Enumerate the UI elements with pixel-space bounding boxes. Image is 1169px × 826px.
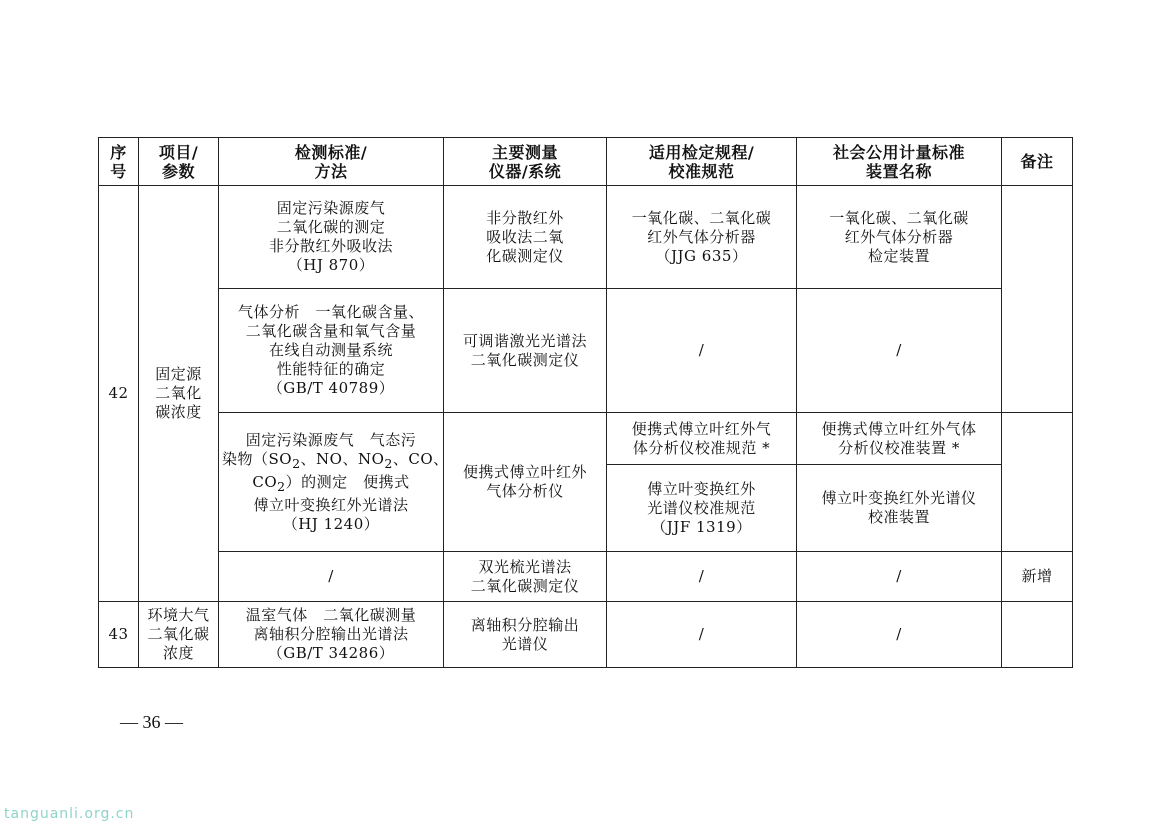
regulation-cell: / [607, 552, 797, 602]
table-row [99, 602, 1073, 668]
device-cell: / [797, 552, 1002, 602]
regulation-cell: 便携式傅立叶红外气 体分析仪校准规范 * [607, 413, 797, 465]
header-no: 序 号 [99, 138, 139, 186]
device-cell: 傅立叶变换红外光谱仪 校准装置 [797, 465, 1002, 552]
regulation-cell: / [607, 602, 797, 668]
instrument-cell: 离轴积分腔输出 光谱仪 [444, 602, 607, 668]
regulation-cell: / [607, 289, 797, 413]
standard-cell: 固定污染源废气 二氧化碳的测定 非分散红外吸收法 （HJ 870） [219, 186, 444, 289]
instrument-cell: 非分散红外 吸收法二氧 化碳测定仪 [444, 186, 607, 289]
table-row [99, 552, 1073, 602]
table-row [99, 289, 1073, 413]
device-cell: / [797, 602, 1002, 668]
standard-cell: 固定污染源废气 气态污 染物（$SO_2$、NO、$NO_2$、CO、 $CO_2$）的测定 便携式 傅立叶变换红外光谱法 （HJ 1240） [219, 413, 444, 552]
header-row [99, 138, 1073, 186]
header-standard: 检测标准/ 方法 [219, 138, 444, 186]
watermark: tanguanli.org.cn [4, 806, 135, 822]
regulation-cell: 一氧化碳、二氧化碳 红外气体分析器 （JJG 635） [607, 186, 797, 289]
remark-cell [1002, 186, 1073, 413]
row-number-43: 43 [99, 602, 139, 668]
instrument-cell: 双光梳光谱法 二氧化碳测定仪 [444, 552, 607, 602]
standards-table [98, 137, 1073, 668]
device-cell: / [797, 289, 1002, 413]
header-remark: 备注 [1002, 138, 1073, 186]
standard-cell: / [219, 552, 444, 602]
page-number: — 36 — [120, 712, 183, 732]
remark-cell [1002, 602, 1073, 668]
device-cell: 一氧化碳、二氧化碳 红外气体分析器 检定装置 [797, 186, 1002, 289]
header-device: 社会公用计量标准 装置名称 [797, 138, 1002, 186]
item-42: 固定源 二氧化 碳浓度 [139, 186, 219, 602]
instrument-cell: 便携式傅立叶红外 气体分析仪 [444, 413, 607, 552]
standard-cell: 温室气体 二氧化碳测量 离轴积分腔输出光谱法 （GB/T 34286） [219, 602, 444, 668]
table-row [99, 186, 1073, 289]
device-cell: 便携式傅立叶红外气体 分析仪校准装置 * [797, 413, 1002, 465]
header-instrument: 主要测量 仪器/系统 [444, 138, 607, 186]
table-row [99, 413, 1073, 465]
standard-cell: 气体分析 一氧化碳含量、 二氧化碳含量和氧气含量 在线自动测量系统 性能特征的确定 （GB/T 40789） [219, 289, 444, 413]
row-number-42: 42 [99, 186, 139, 602]
header-item: 项目/ 参数 [139, 138, 219, 186]
header-regulation: 适用检定规程/ 校准规范 [607, 138, 797, 186]
regulation-cell: 傅立叶变换红外 光谱仪校准规范 （JJF 1319） [607, 465, 797, 552]
instrument-cell: 可调谐激光光谱法 二氧化碳测定仪 [444, 289, 607, 413]
remark-cell [1002, 413, 1073, 552]
remark-cell: 新增 [1002, 552, 1073, 602]
item-43: 环境大气 二氧化碳 浓度 [139, 602, 219, 668]
